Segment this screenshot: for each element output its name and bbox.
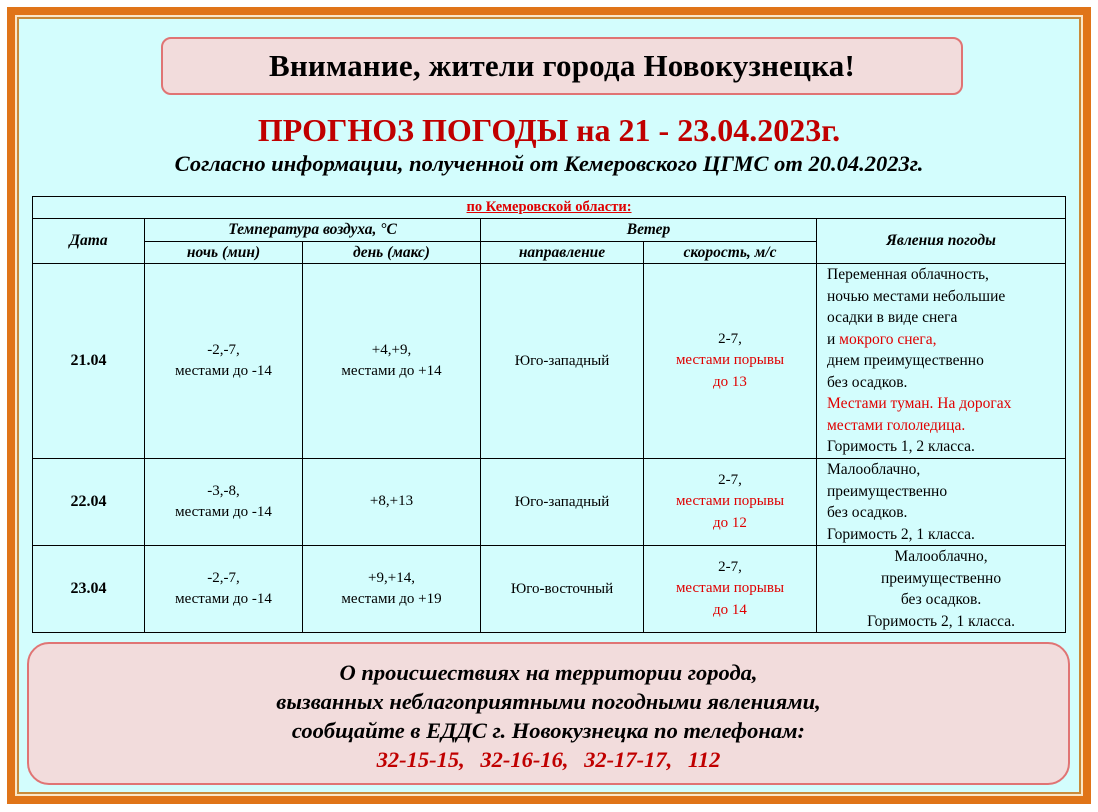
region-label: по Кемеровской области: bbox=[33, 197, 1066, 219]
wind-speed-cell: 2-7, местами порывы до 14 bbox=[644, 546, 817, 633]
table-row bbox=[33, 546, 1066, 633]
phenomena-cell: Переменная облачность, ночью местами небольшие осадки в виде снега и мокрого снега, днем преимущественно без осадков. Местами туман. На дорогах местами гололедица. Горимость 1, 2 класса. bbox=[817, 264, 1066, 459]
phone-number: 32-16-16, bbox=[480, 747, 569, 772]
phenomena-cell: Малооблачно, преимущественно без осадков. Горимость 2, 1 класса. bbox=[817, 546, 1066, 633]
header-date: Дата bbox=[33, 219, 145, 264]
emergency-contact-box bbox=[27, 642, 1070, 785]
footer-line: вызванных неблагоприятными погодными явлениями, bbox=[276, 689, 821, 714]
night-temp-cell: -2,-7, местами до -14 bbox=[145, 546, 303, 633]
footer-line: сообщайте в ЕДДС г. Новокузнецка по телефонам: bbox=[291, 718, 806, 743]
wind-direction-cell: Юго-восточный bbox=[481, 546, 644, 633]
date-cell: 22.04 bbox=[33, 459, 145, 546]
forecast-source: Согласно информации, полученной от Кемеровского ЦГМС от 20.04.2023г. bbox=[174, 151, 924, 176]
day-temp-cell: +9,+14, местами до +19 bbox=[303, 546, 481, 633]
banner-text: Внимание, жители города Новокузнецка! bbox=[268, 48, 856, 83]
wind-speed-cell: 2-7, местами порывы до 12 bbox=[644, 459, 817, 546]
header-direction: направление bbox=[481, 242, 644, 264]
day-temp-cell: +4,+9, местами до +14 bbox=[303, 264, 481, 459]
day-temp-cell: +8,+13 bbox=[303, 459, 481, 546]
table-row bbox=[33, 459, 1066, 546]
header-temperature: Температура воздуха, °С bbox=[145, 219, 481, 242]
phenomena-cell: Малооблачно, преимущественно без осадков. Горимость 2, 1 класса. bbox=[817, 459, 1066, 546]
wind-direction-cell: Юго-западный bbox=[481, 264, 644, 459]
header-row bbox=[33, 219, 1066, 242]
region-row bbox=[33, 197, 1066, 219]
header-wind: Ветер bbox=[481, 219, 817, 242]
date-cell: 23.04 bbox=[33, 546, 145, 633]
phone-number: 32-15-15, bbox=[376, 747, 465, 772]
header-night: ночь (мин) bbox=[145, 242, 303, 264]
phone-number: 32-17-17, bbox=[584, 747, 673, 772]
header-speed: скорость, м/с bbox=[644, 242, 817, 264]
night-temp-cell: -2,-7, местами до -14 bbox=[145, 264, 303, 459]
night-temp-cell: -3,-8, местами до -14 bbox=[145, 459, 303, 546]
header-phenomena: Явления погоды bbox=[817, 219, 1066, 264]
attention-banner bbox=[161, 37, 963, 95]
forecast-title: ПРОГНОЗ ПОГОДЫ на 21 - 23.04.2023г. bbox=[257, 112, 841, 148]
phone-number: 112 bbox=[687, 747, 721, 772]
date-cell: 21.04 bbox=[33, 264, 145, 459]
wind-direction-cell: Юго-западный bbox=[481, 459, 644, 546]
header-day: день (макс) bbox=[303, 242, 481, 264]
wind-speed-cell: 2-7, местами порывы до 13 bbox=[644, 264, 817, 459]
footer-line: О происшествиях на территории города, bbox=[339, 660, 758, 685]
forecast-table bbox=[32, 196, 1066, 633]
phone-numbers bbox=[29, 745, 1068, 774]
table-row bbox=[33, 264, 1066, 459]
